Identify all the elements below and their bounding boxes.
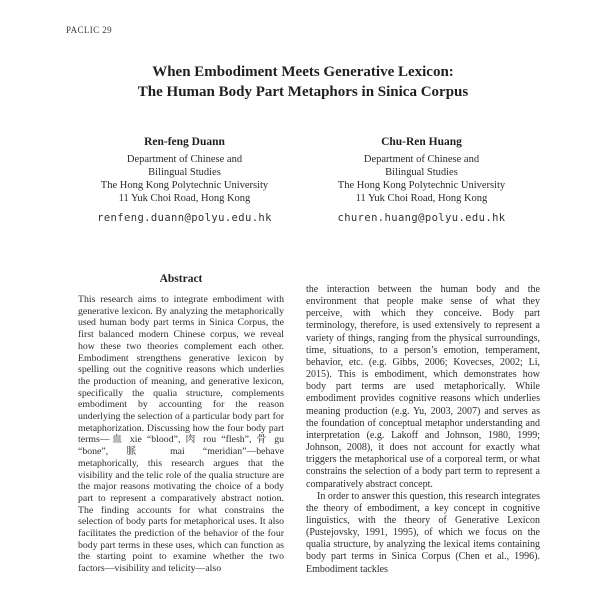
affiliation-line: Bilingual Studies: [385, 167, 458, 178]
affiliation-line: The Hong Kong Polytechnic University: [100, 180, 269, 191]
affiliation-line: The Hong Kong Polytechnic University: [337, 180, 506, 191]
body-paragraph-2: In order to answer this question, this research integrates the theory of embodiment, a key concept in cognitive linguistics, with the theory of Generative Lexicon (Pustejovsky, 1991, 1995), of which we focus on the qualia structure, by analyzing the lexical items containing body part terms in Sinica Corpus (Chen et al., 1996). Embodiment tackles: [306, 490, 540, 575]
author-block-1: [66, 135, 303, 224]
body-paragraph-1: the interaction between the human body and the environment that people make sense of what they perceive, with which they conceive. Body part terminology, therefore, is used extensively to represent a variety of things, ranging from the physical surroundings, time, situations, to a person’s emotion, temperament, behavior, etc. (e.g. Gibbs, 2006; Kovecses, 2002; Li, 2015). This is embodiment, which demonstrates how body part terms are used metaphorically. While embodiment provides cognitive reasons which underlies meaning production (e.g. Yu, 2003, 2007) and serves as the foundation of conceptual metaphor understanding and interpretation (e.g. Lakoff and Johnson, 1980, 1999; Johnson, 2008), it does not account for exactly what triggers the metaphorical use of a corporeal term, or what constrains the selection of a body part term to represent a comparatively abstract concept.: [306, 284, 540, 490]
affiliation-line: 11 Yuk Choi Road, Hong Kong: [355, 193, 488, 204]
affiliation-line: Bilingual Studies: [148, 167, 221, 178]
affiliation-line: 11 Yuk Choi Road, Hong Kong: [118, 193, 251, 204]
two-column-body: [66, 273, 540, 576]
right-column: [306, 273, 540, 576]
author-block-2: [303, 135, 540, 224]
author-email: churen.huang@polyu.edu.hk: [337, 212, 506, 224]
abstract-heading: Abstract: [159, 273, 203, 285]
affiliation-line: Department of Chinese and: [126, 154, 243, 165]
left-column: [66, 273, 296, 576]
author-name: Chu-Ren Huang: [381, 136, 462, 148]
paper-title-line-1: When Embodiment Meets Generative Lexicon:: [152, 64, 454, 80]
author-name: Ren-feng Duann: [144, 136, 225, 148]
author-email: renfeng.duann@polyu.edu.hk: [97, 212, 272, 224]
paper-title: [66, 62, 540, 102]
authors-row: [66, 135, 540, 224]
running-header: PACLIC 29: [66, 25, 113, 35]
paper-title-line-2: The Human Body Part Metaphors in Sinica Corpus: [137, 84, 469, 100]
abstract-text: This research aims to integrate embodiment with generative lexicon. By analyzing the metaphorically used human body part terms in Sinica Corpus, the first balanced modern Chinese corpus, we reveal how these two theories complement each other. Embodiment strengthens generative lexicon by spelling out the cognitive reasons which underlies the production of meaning, and generative lexicon, specifically the qualia structure, complements embodiment by accounting for the reason underlying the selection of a particular body part for metaphorization. Discussing how the four body part terms—血 xie “blood”, 肉 rou “flesh”, 骨 gu “bone”, 脈 mai “meridian”—behave metaphorically, this research argues that the visibility and the telic role of the qualia structure are the major reasons motivating the choice of a body part to represent a comparatively abstract notion. The finding accounts for what constrains the selection of body parts for metaphorical uses. It also facilitates the prediction of the behavior of the four body part terms in these uses, which can function as the starting point to examine whether the two factors—visibility and telicity—also: [78, 294, 284, 575]
affiliation-line: Department of Chinese and: [363, 154, 480, 165]
